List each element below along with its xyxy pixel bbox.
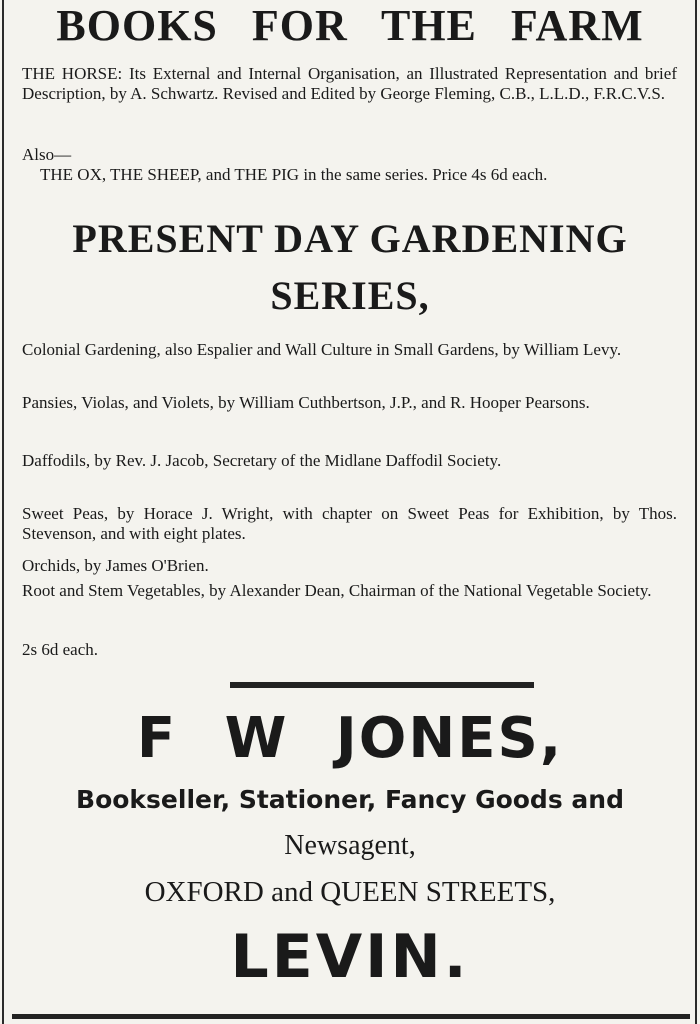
series-price: 2s 6d each. [22,640,99,659]
merchant-town: LEVIN. [230,922,470,992]
merchant-trade-line2: Newsagent, [284,830,416,861]
book-entry-colonial-gardening: Colonial Gardening, also Espalier and Wall Culture in Small Gardens, by William Levy. [22,340,622,359]
merchant-name: F W JONES, [136,706,564,771]
left-border-rule [2,0,4,1024]
series-title-line2: SERIES, [270,273,430,318]
section-divider [230,682,534,688]
bottom-rule [12,1014,690,1019]
series-title: PRESENT DAY GARDENING [72,216,628,261]
merchant-trade-line1: Bookseller, Stationer, Fancy Goods and [76,785,624,814]
headline: BOOKS FOR THE FARM [56,1,644,50]
also-label: Also— [22,145,72,164]
also-entry: THE OX, THE SHEEP, and THE PIG in the same series. Price 4s 6d each. [40,165,548,184]
book-entry-root-vegetables: Root and Stem Vegetables, by Alexander Dean, Chairman of the National Vegetable Society. [22,581,652,600]
merchant-address: OXFORD and QUEEN STREETS, [144,876,556,908]
horse-entry: THE HORSE: Its External and Internal Organisation, an Illustrated Representation and brief Description, by A. Schwartz. Revised and Edited by George Fleming, C.B., L.L.D., F.R.C.V.S. [22,64,677,103]
book-entry-daffodils: Daffodils, by Rev. J. Jacob, Secretary of the Midlane Daffodil Society. [22,451,502,470]
right-border-rule [695,0,697,1024]
book-entry-orchids: Orchids, by James O'Brien. [22,556,209,575]
book-entry-sweet-peas: Sweet Peas, by Horace J. Wright, with chapter on Sweet Peas for Exhibition, by Thos. Stevenson, and with eight plates. [22,504,677,543]
book-entry-pansies: Pansies, Violas, and Violets, by William Cuthbertson, J.P., and R. Hooper Pearsons. [22,393,590,412]
